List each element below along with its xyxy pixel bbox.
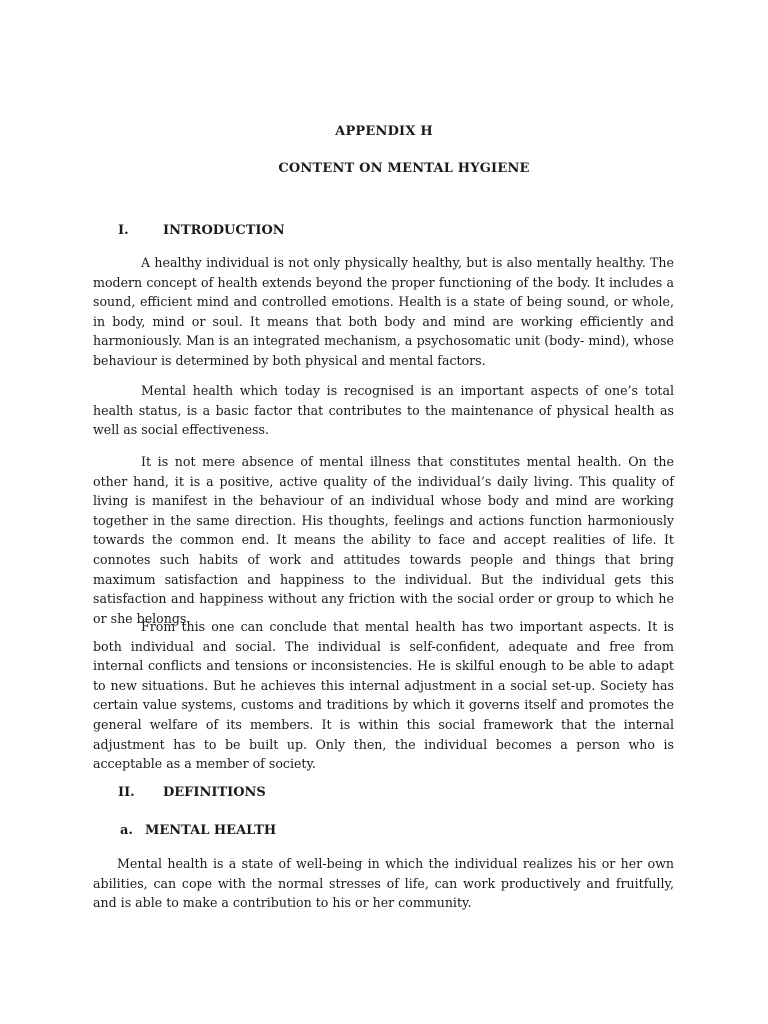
mental-health-definition-paragraph: Mental health is a state of well-being in which the individual realizes his or her own abilities, can cope with the normal stresses of life, can work productively and fruitfully, and is able to make a contribution to his or her community. [93, 856, 674, 911]
content-title: CONTENT ON MENTAL HYGIENE [278, 161, 530, 176]
intro-paragraph-2: Mental health which today is recognised is an important aspects of one’s total health status, is a basic factor that contributes to the maintenance of physical health as well as social effectiveness. [93, 383, 674, 438]
appendix-title: APPENDIX H [335, 124, 433, 139]
intro-paragraph-3: It is not mere absence of mental illness that constitutes mental health. On the other hand, it is a positive, active quality of the individual’s daily living. This quality of living is manifest in the behaviour of an individual whose body and mind are working together in the same direction. His thoughts, feelings and actions function harmoniously towards the common end. It means the ability to face and accept realities of life. It connotes such habits of work and attitudes towards people and things that bring maximum satisfaction and happiness to the individual. But the individual gets this satisfaction and happiness without any friction with the social order or group to which he or she belongs. [93, 454, 674, 626]
subsection-heading-mental-health [120, 823, 276, 838]
subsection-title: MENTAL HEALTH [145, 823, 277, 838]
section-title: DEFINITIONS [163, 785, 266, 800]
intro-paragraph-4: From this one can conclude that mental health has two important aspects. It is both individual and social. The individual is self-confident, adequate and free from internal conflicts and tensions or inconsistencies. He is skilful enough to be able to adapt to new situations. But he achieves this internal adjustment in a social set-up. Society has certain value systems, customs and traditions by which it governs itself and promotes the general welfare of its members. It is within this social framework that the internal adjustment has to be built up. Only then, the individual becomes a person who is acceptable as a member of society. [93, 619, 674, 772]
intro-paragraph-1: A healthy individual is not only physically healthy, but is also mentally healthy. The modern concept of health extends beyond the proper functioning of the body. It includes a sound, efficient mind and controlled emotions. Health is a state of being sound, or whole, in body, mind or soul. It means that both body and mind are working efficiently and harmoniously. Man is an integrated mechanism, a psychosomatic unit (body- mind), whose behaviour is determined by both physical and mental factors. [93, 255, 674, 368]
subsection-letter: a. [120, 823, 133, 838]
section-heading-definitions [118, 785, 266, 800]
section-title: INTRODUCTION [163, 223, 285, 238]
section-number: II. [118, 785, 135, 800]
section-number: I. [118, 223, 129, 238]
section-heading-introduction [118, 223, 285, 238]
